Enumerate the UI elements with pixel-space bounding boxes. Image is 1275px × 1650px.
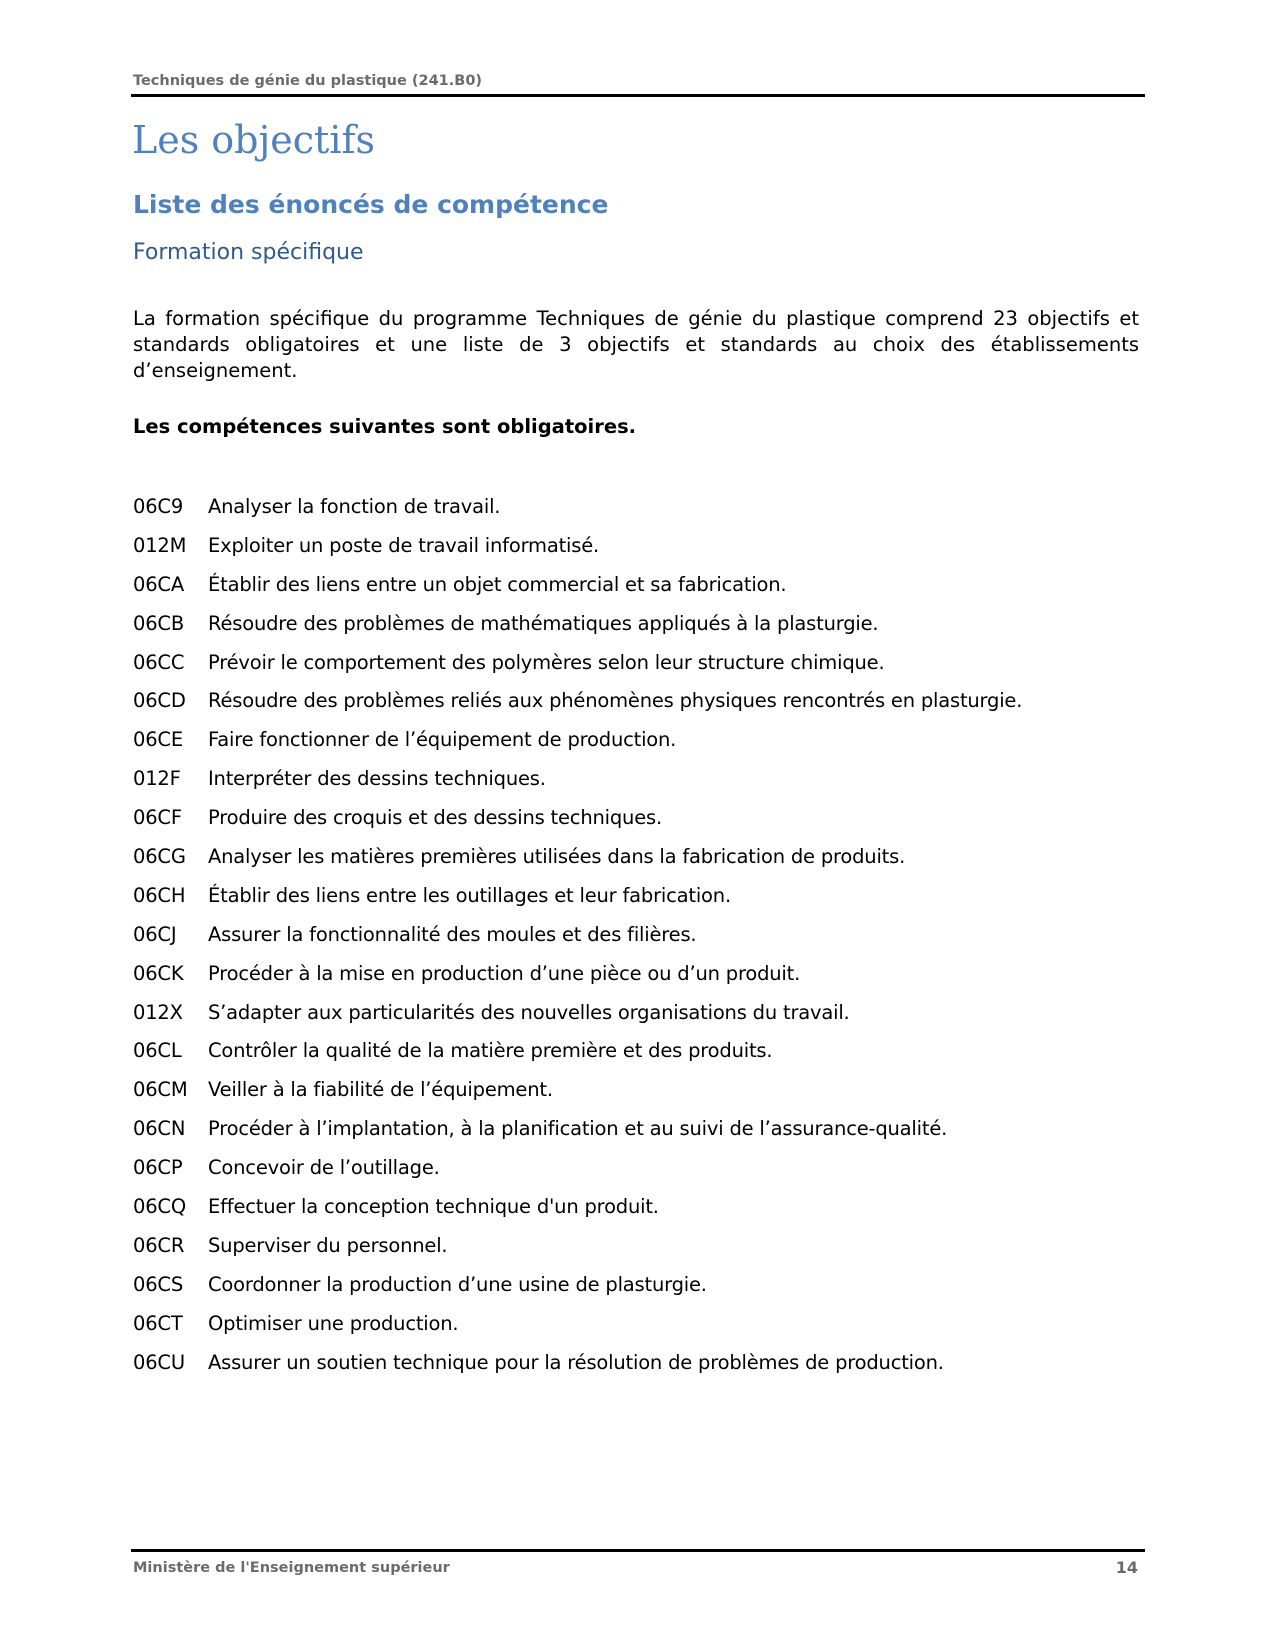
competency-code: 06CK: [133, 961, 184, 985]
competency-description: Effectuer la conception technique d'un produit.: [208, 1194, 659, 1218]
competency-description: Prévoir le comportement des polymères selon leur structure chimique.: [208, 650, 885, 674]
competency-item: [133, 954, 1022, 993]
competency-description: Procéder à l’implantation, à la planification et au suivi de l’assurance-qualité.: [208, 1117, 948, 1141]
competency-description: Interpréter des dessins techniques.: [208, 767, 546, 791]
competency-code: 06C9: [133, 494, 184, 518]
competency-code: 06CH: [133, 883, 186, 907]
header-rule: [131, 94, 1145, 97]
competency-code: 06CG: [133, 844, 186, 868]
competency-description: Assurer la fonctionnalité des moules et des filières.: [208, 922, 697, 946]
competency-description: Superviser du personnel.: [208, 1233, 448, 1257]
competency-description: Analyser les matières premières utilisées dans la fabrication de produits.: [208, 844, 906, 868]
competency-code: 06CT: [133, 1311, 183, 1335]
competency-item: [133, 643, 1022, 682]
competency-item: [133, 1304, 1022, 1343]
footer-rule: [131, 1549, 1145, 1552]
section-subtitle: Liste des énoncés de compétence: [133, 190, 609, 219]
competency-code: 06CR: [133, 1233, 185, 1257]
competency-description: Concevoir de l’outillage.: [208, 1156, 440, 1180]
competency-code: 06CB: [133, 611, 185, 635]
competency-description: Établir des liens entre les outillages et leur fabrication.: [208, 883, 731, 907]
competency-item: [133, 565, 1022, 604]
competency-code: 06CJ: [133, 922, 177, 946]
competency-description: Exploiter un poste de travail informatisé.: [208, 533, 600, 557]
competency-code: 012X: [133, 1000, 183, 1024]
competency-item: [133, 604, 1022, 643]
competency-description: Optimiser une production.: [208, 1311, 459, 1335]
competency-item: [133, 993, 1022, 1032]
competency-item: [133, 1070, 1022, 1109]
competency-item: [133, 798, 1022, 837]
competency-item: [133, 1265, 1022, 1304]
competency-code: 012M: [133, 533, 187, 557]
competency-item: [133, 1187, 1022, 1226]
subsection-heading: Formation spécifique: [133, 240, 364, 265]
competency-code: 06CC: [133, 650, 185, 674]
competency-description: Contrôler la qualité de la matière première et des produits.: [208, 1039, 773, 1063]
page-number: 14: [1115, 1558, 1138, 1577]
competency-code: 06CE: [133, 728, 183, 752]
competency-list: [133, 487, 1022, 1381]
competency-item: [133, 526, 1022, 565]
running-header: Techniques de génie du plastique (241.B0): [133, 73, 483, 89]
competency-item: [133, 1226, 1022, 1265]
competency-item: [133, 681, 1022, 720]
competency-description: Assurer un soutien technique pour la résolution de problèmes de production.: [208, 1350, 944, 1374]
competency-description: Procéder à la mise en production d’une pièce ou d’un produit.: [208, 961, 801, 985]
page-title: Les objectifs: [132, 118, 376, 162]
competency-description: Veiller à la fiabilité de l’équipement.: [208, 1078, 553, 1102]
competency-item: [133, 759, 1022, 798]
competency-description: Résoudre des problèmes de mathématiques appliqués à la plasturgie.: [208, 611, 879, 635]
competency-item: [133, 1148, 1022, 1187]
competency-item: [133, 837, 1022, 876]
competency-description: Établir des liens entre un objet commercial et sa fabrication.: [208, 572, 787, 596]
competency-description: Analyser la fonction de travail.: [208, 494, 501, 518]
competency-code: 012F: [133, 767, 181, 791]
competency-code: 06CL: [133, 1039, 182, 1063]
competency-item: [133, 487, 1022, 526]
competency-item: [133, 1031, 1022, 1070]
mandatory-note: Les compétences suivantes sont obligatoires.: [133, 415, 637, 438]
competency-item: [133, 876, 1022, 915]
competency-code: 06CS: [133, 1272, 184, 1296]
competency-description: Faire fonctionner de l’équipement de production.: [208, 728, 677, 752]
competency-item: [133, 1109, 1022, 1148]
competency-code: 06CF: [133, 806, 182, 830]
competency-description: Résoudre des problèmes reliés aux phénomènes physiques rencontrés en plasturgie.: [208, 689, 1023, 713]
competency-code: 06CM: [133, 1078, 188, 1102]
competency-item: [133, 1343, 1022, 1382]
competency-code: 06CA: [133, 572, 184, 596]
competency-code: 06CQ: [133, 1194, 186, 1218]
competency-description: Produire des croquis et des dessins techniques.: [208, 806, 662, 830]
competency-code: 06CP: [133, 1156, 183, 1180]
competency-description: S’adapter aux particularités des nouvelles organisations du travail.: [208, 1000, 850, 1024]
competency-description: Coordonner la production d’une usine de plasturgie.: [208, 1272, 707, 1296]
competency-code: 06CN: [133, 1117, 186, 1141]
competency-code: 06CD: [133, 689, 186, 713]
intro-paragraph: La formation spécifique du programme Techniques de génie du plastique comprend 23 objectifs et standards obligatoires et une liste de 3 objectifs et standards au choix des établissements d’enseignement.: [133, 307, 1139, 382]
competency-item: [133, 915, 1022, 954]
competency-code: 06CU: [133, 1350, 185, 1374]
footer-organization: Ministère de l'Enseignement supérieur: [133, 1560, 450, 1576]
competency-item: [133, 720, 1022, 759]
